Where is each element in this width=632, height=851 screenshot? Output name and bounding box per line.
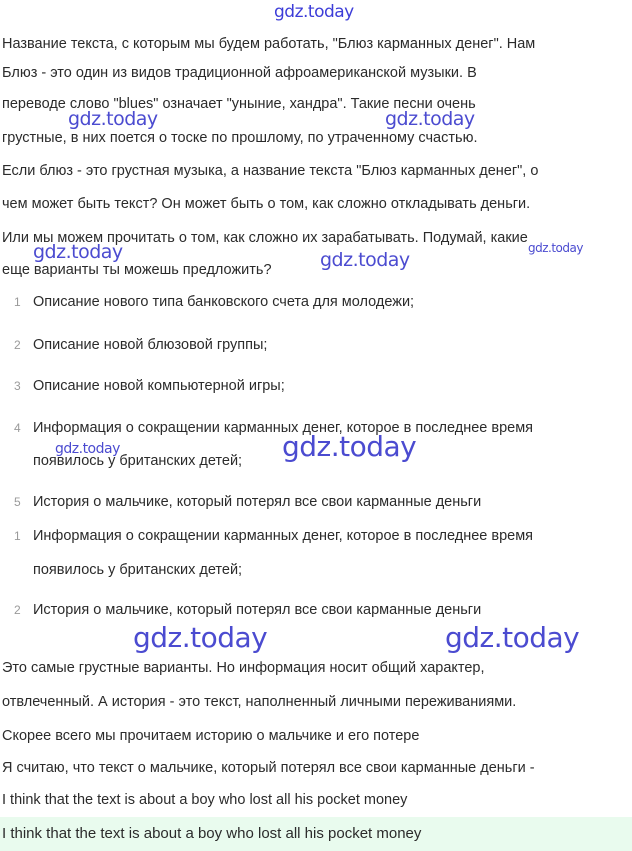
paragraph-line: Если блюз - это грустная музыка, а название текста "Блюз карманных денег", о bbox=[2, 163, 539, 179]
paragraph-line: Скорее всего мы прочитаем историю о мальчике и его потере bbox=[2, 728, 420, 744]
list-item: История о мальчике, который потерял все свои карманные деньги bbox=[33, 494, 482, 510]
paragraph-line: еще варианты ты можешь предложить? bbox=[2, 262, 272, 278]
paragraph-line: переводе слово "blues" означает "уныние, хандра". Такие песни очень bbox=[2, 96, 476, 112]
paragraph-line: I think that the text is about a boy who lost all his pocket money bbox=[2, 792, 408, 808]
list-item: Описание новой блюзовой группы; bbox=[33, 337, 268, 353]
list-item: Информация о сокращении карманных денег, которое в последнее время bbox=[33, 528, 534, 544]
paragraph-line: чем может быть текст? Он может быть о том, как сложно откладывать деньги. bbox=[2, 196, 531, 212]
list-item: Описание нового типа банковского счета для молодежи; bbox=[33, 294, 415, 310]
watermark: gdz.today bbox=[320, 249, 410, 271]
list-number: 2 bbox=[14, 603, 21, 617]
list-number: 1 bbox=[14, 529, 21, 543]
paragraph-line: грустные, в них поется о тоске по прошлому, по утраченному счастью. bbox=[2, 130, 478, 146]
paragraph-line: Это самые грустные варианты. Но информация носит общий характер, bbox=[2, 660, 485, 676]
watermark-top: gdz.today bbox=[274, 2, 354, 22]
watermark: gdz.today bbox=[385, 108, 475, 130]
list-item: Информация о сокращении карманных денег, которое в последнее время bbox=[33, 420, 534, 436]
paragraph-line: Блюз - это один из видов традиционной афроамериканской музыки. В bbox=[2, 65, 477, 81]
watermark: gdz.today bbox=[528, 241, 583, 255]
list-number: 5 bbox=[14, 495, 21, 509]
watermark: gdz.today bbox=[68, 108, 158, 130]
list-item: История о мальчике, который потерял все свои карманные деньги bbox=[33, 602, 482, 618]
watermark: gdz.today bbox=[133, 621, 268, 654]
list-item-continuation: появилось у британских детей; bbox=[33, 562, 243, 578]
paragraph-line: отвлеченный. А история - это текст, наполненный личными переживаниями. bbox=[2, 694, 517, 710]
watermark: gdz.today bbox=[33, 241, 123, 263]
answer-text: I think that the text is about a boy who lost all his pocket money bbox=[2, 825, 422, 842]
list-number: 1 bbox=[14, 295, 21, 309]
paragraph-line: Название текста, с которым мы будем работать, "Блюз карманных денег". Нам bbox=[2, 36, 536, 52]
list-item: Описание новой компьютерной игры; bbox=[33, 378, 285, 394]
list-number: 4 bbox=[14, 421, 21, 435]
watermark: gdz.today bbox=[55, 441, 120, 457]
list-number: 2 bbox=[14, 338, 21, 352]
watermark: gdz.today bbox=[445, 621, 580, 654]
list-number: 3 bbox=[14, 379, 21, 393]
watermark: gdz.today bbox=[282, 430, 417, 463]
paragraph-line: Или мы можем прочитать о том, как сложно их зарабатывать. Подумай, какие bbox=[2, 230, 528, 246]
paragraph-line: Я считаю, что текст о мальчике, который потерял все свои карманные деньги - bbox=[2, 760, 535, 776]
list-item-continuation: появилось у британских детей; bbox=[33, 453, 243, 469]
